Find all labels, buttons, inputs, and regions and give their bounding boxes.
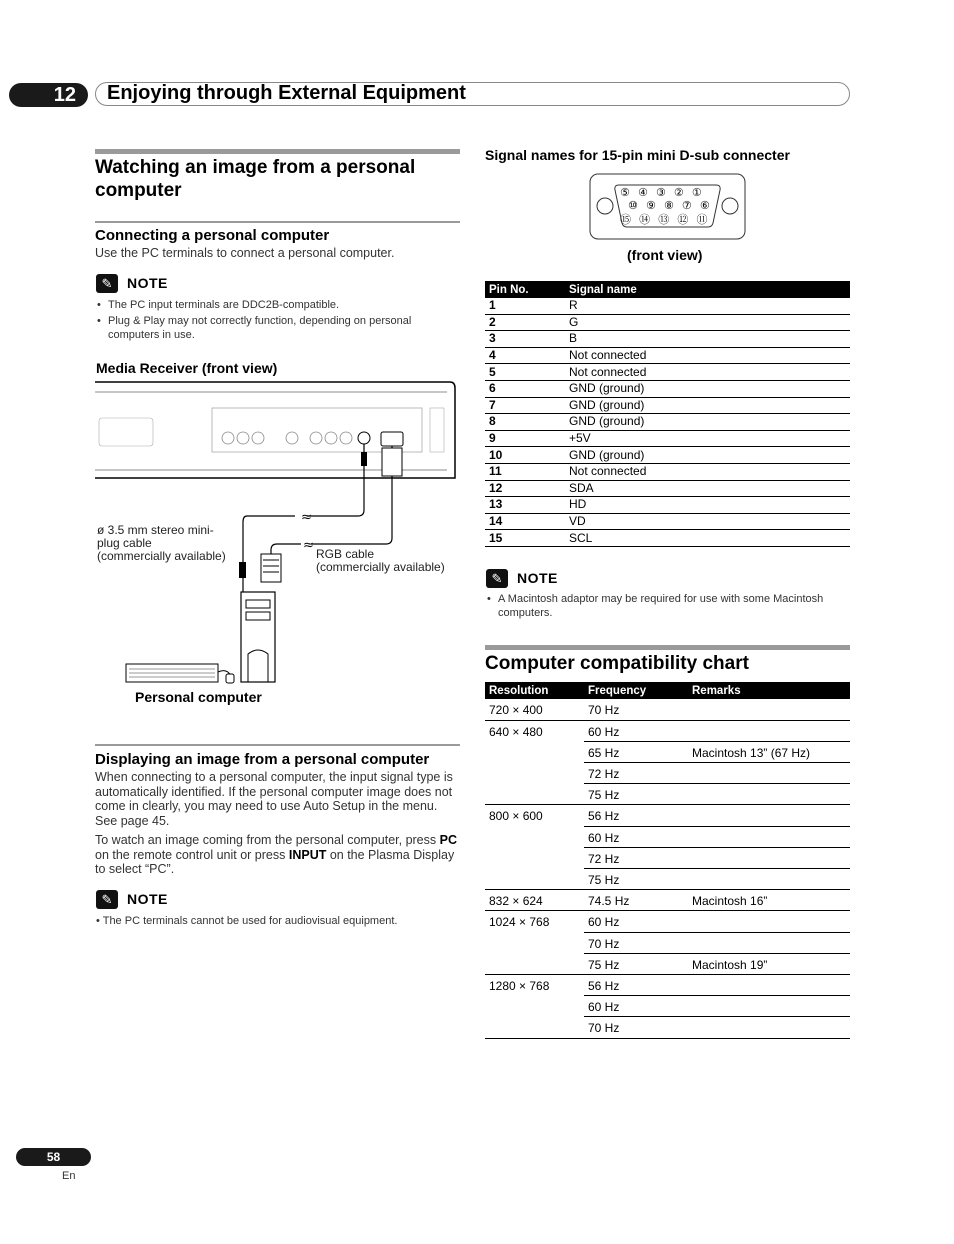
remarks-cell <box>688 932 850 953</box>
signal-name: Not connected <box>565 364 850 381</box>
pin-label: ⑫ <box>677 213 691 226</box>
section-bar <box>95 149 460 154</box>
table-row <box>485 314 850 331</box>
signal-name: SCL <box>565 530 850 547</box>
resolution-cell: 1024 × 768 <box>489 915 550 930</box>
table-row <box>485 953 850 974</box>
pin-number: 11 <box>485 463 565 480</box>
table-row <box>485 364 850 381</box>
pin-label: ⑤ <box>620 186 633 199</box>
compatibility-table <box>485 682 850 1039</box>
input-key: INPUT <box>288 847 327 862</box>
mini-plug-label-line: plug cable <box>97 536 152 550</box>
para-text: on the Plasma Display to select “PC”. <box>95 847 455 876</box>
resolution-cell: 720 × 400 <box>485 699 584 720</box>
signal-name: VD <box>565 513 850 530</box>
resolution-cell <box>485 953 584 974</box>
mini-plug-label-line: ø 3.5 mm stereo mini- <box>97 523 214 537</box>
table-row <box>485 974 850 995</box>
table-row <box>485 869 850 890</box>
table-row <box>485 890 850 911</box>
remarks-cell <box>688 763 850 784</box>
remarks-cell <box>688 805 850 826</box>
signal-name: SDA <box>565 480 850 497</box>
frequency-cell: 56 Hz <box>584 805 688 826</box>
pin-label: ⑨ <box>645 199 659 212</box>
note-item: • The PC input terminals are DDC2B-compatible. <box>96 298 446 312</box>
resolution-cell <box>485 1017 584 1038</box>
pin-number: 8 <box>485 414 565 431</box>
frequency-cell: 60 Hz <box>584 996 688 1017</box>
pin-label: ⑦ <box>681 199 695 212</box>
column-header: Resolution <box>485 682 584 699</box>
frequency-cell: 60 Hz <box>584 826 688 847</box>
signal-name: GND (ground) <box>565 447 850 464</box>
svg-text:≈: ≈ <box>303 538 314 553</box>
resolution-cell <box>485 932 584 953</box>
remarks-cell: Macintosh 13” (67 Hz) <box>688 741 850 762</box>
table-row <box>485 430 850 447</box>
signal-name: HD <box>565 497 850 514</box>
frequency-cell: 60 Hz <box>584 911 688 932</box>
table-row <box>485 699 850 720</box>
frequency-cell: 74.5 Hz <box>584 890 688 911</box>
note-item: • Plug & Play may not correctly function, depending on personal computers in use. <box>96 314 446 342</box>
column-header: Frequency <box>584 682 688 699</box>
resolution-cell <box>485 869 584 890</box>
remarks-cell <box>688 847 850 868</box>
rgb-cable-label <box>316 548 445 574</box>
pin-number: 12 <box>485 480 565 497</box>
remarks-cell <box>688 699 850 720</box>
frequency-cell: 72 Hz <box>584 763 688 784</box>
table-row <box>485 397 850 414</box>
signal-name: GND (ground) <box>565 414 850 431</box>
table-row <box>485 720 850 741</box>
remarks-cell <box>688 826 850 847</box>
para-text: on the remote control unit or press <box>95 847 289 862</box>
signal-name: B <box>565 331 850 348</box>
table-row <box>485 847 850 868</box>
resolution-cell <box>485 826 584 847</box>
column-header: Signal name <box>565 281 850 298</box>
signal-title: Signal names for 15-pin mini D-sub connecter <box>485 147 790 163</box>
pin-number: 1 <box>485 298 565 314</box>
frequency-cell: 65 Hz <box>584 741 688 762</box>
resolution-cell: 832 × 624 <box>485 890 584 911</box>
pin-number: 5 <box>485 364 565 381</box>
pc-label: Personal computer <box>135 689 262 705</box>
table-row <box>485 763 850 784</box>
pin-label: ⑩ <box>628 199 641 212</box>
table-row <box>485 1017 850 1038</box>
signal-name: Not connected <box>565 463 850 480</box>
note-pencil-icon: ✎ <box>486 569 508 588</box>
frequency-cell: 56 Hz <box>584 974 688 995</box>
column-header: Pin No. <box>485 281 565 298</box>
table-row <box>485 480 850 497</box>
note-label: NOTE <box>517 570 558 586</box>
subsection-rule <box>95 744 460 746</box>
displaying-para1: When connecting to a personal computer, the input signal type is automatically identified. If the personal computer image does not come in clearly, you may need to use Auto Setup in the menu. See page 45. <box>95 770 453 828</box>
frequency-cell: 70 Hz <box>584 1017 688 1038</box>
signal-name: GND (ground) <box>565 397 850 414</box>
note-item: • A Macintosh adaptor may be required for use with some Macintosh computers. <box>486 592 851 620</box>
frequency-cell: 70 Hz <box>584 699 688 720</box>
table-row <box>485 414 850 431</box>
frequency-cell: 60 Hz <box>584 720 688 741</box>
section-title: Watching an image from a personal computer <box>95 157 416 201</box>
pin-label: ⑧ <box>663 199 677 212</box>
table-row <box>485 784 850 805</box>
table-row <box>485 996 850 1017</box>
note-item: • The PC terminals cannot be used for audiovisual equipment. <box>96 915 398 927</box>
remarks-cell <box>688 869 850 890</box>
remarks-cell <box>688 784 850 805</box>
remarks-cell <box>688 1017 850 1038</box>
displaying-title: Displaying an image from a personal computer <box>95 751 430 768</box>
remarks-cell: Macintosh 19” <box>688 953 850 974</box>
signal-name: GND (ground) <box>565 380 850 397</box>
signal-name: R <box>565 298 850 314</box>
pin-number: 14 <box>485 513 565 530</box>
note-pencil-icon: ✎ <box>96 274 118 293</box>
pin-label: ④ <box>637 186 651 199</box>
table-row <box>485 826 850 847</box>
pin-number: 10 <box>485 447 565 464</box>
note-list <box>486 592 851 620</box>
pin-label: ⑪ <box>696 213 710 226</box>
resolution-cell: 1280 × 768 <box>489 978 550 993</box>
table-row <box>485 298 850 314</box>
pin-number: 7 <box>485 397 565 414</box>
resolution-cell: 800 × 600 <box>489 809 543 824</box>
pin-label: ⑮ <box>620 213 634 226</box>
resolution-cell <box>485 763 584 784</box>
connector-pin-row <box>620 211 710 227</box>
pc-key: PC <box>439 833 457 847</box>
pin-number: 6 <box>485 380 565 397</box>
table-row <box>485 805 850 826</box>
column-header: Remarks <box>688 682 850 699</box>
table-row <box>485 741 850 762</box>
pin-number: 9 <box>485 430 565 447</box>
table-row <box>485 347 850 364</box>
mini-plug-label-line: (commercially available) <box>97 549 226 563</box>
frequency-cell: 70 Hz <box>584 932 688 953</box>
pin-label: ③ <box>655 186 669 199</box>
note-pencil-icon: ✎ <box>96 890 118 909</box>
mini-plug-label <box>97 524 226 563</box>
table-header-row <box>485 682 850 699</box>
language-code: En <box>62 1170 76 1182</box>
resolution-cell <box>485 784 584 805</box>
pin-number: 3 <box>485 331 565 348</box>
note-label: NOTE <box>127 891 168 907</box>
table-row <box>485 380 850 397</box>
resolution-cell: 640 × 480 <box>489 724 543 739</box>
connecting-intro: Use the PC terminals to connect a personal computer. <box>95 246 395 260</box>
chapter-title: Enjoying through External Equipment <box>107 82 466 104</box>
resolution-cell <box>485 996 584 1017</box>
signal-name: G <box>565 314 850 331</box>
table-row <box>485 911 850 932</box>
note-label: NOTE <box>127 275 168 291</box>
pin-label: ① <box>691 186 705 199</box>
table-row <box>485 331 850 348</box>
table-header-row <box>485 281 850 298</box>
page-number: 58 <box>16 1148 91 1166</box>
pin-label: ⑥ <box>699 199 713 212</box>
subsection-rule <box>95 221 460 223</box>
pin-label: ② <box>673 186 687 199</box>
table-row <box>485 530 850 547</box>
table-row <box>485 463 850 480</box>
remarks-cell <box>688 720 850 741</box>
connector-pin-row <box>620 186 704 199</box>
frequency-cell: 75 Hz <box>584 784 688 805</box>
signal-name: +5V <box>565 430 850 447</box>
pin-signal-table <box>485 281 850 547</box>
frequency-cell: 75 Hz <box>584 953 688 974</box>
chapter-number: 12 <box>9 83 88 107</box>
note-list <box>96 298 446 342</box>
frequency-cell: 75 Hz <box>584 869 688 890</box>
connecting-title: Connecting a personal computer <box>95 227 330 244</box>
pin-number: 4 <box>485 347 565 364</box>
section-bar <box>485 645 850 650</box>
pin-number: 15 <box>485 530 565 547</box>
pin-label: ⑬ <box>658 213 672 226</box>
table-row <box>485 513 850 530</box>
diagram-title: Media Receiver (front view) <box>96 360 278 376</box>
resolution-cell <box>485 741 584 762</box>
svg-text:≈: ≈ <box>301 510 312 525</box>
pin-label: ⑭ <box>639 213 653 226</box>
frequency-cell: 72 Hz <box>584 847 688 868</box>
table-row <box>485 497 850 514</box>
displaying-para2 <box>95 833 463 877</box>
connector-caption: (front view) <box>627 247 703 263</box>
remarks-cell: Macintosh 16” <box>688 890 850 911</box>
compat-title: Computer compatibility chart <box>485 653 749 674</box>
rgb-cable-label-line: RGB cable <box>316 547 375 561</box>
table-row <box>485 932 850 953</box>
rgb-cable-label-line: (commercially available) <box>316 560 445 574</box>
table-row <box>485 447 850 464</box>
remarks-cell <box>688 911 850 932</box>
remarks-cell <box>688 996 850 1017</box>
para-text: To watch an image coming from the personal computer, press <box>95 833 440 847</box>
pin-number: 13 <box>485 497 565 514</box>
signal-name: Not connected <box>565 347 850 364</box>
resolution-cell <box>485 847 584 868</box>
remarks-cell <box>688 974 850 995</box>
note-item-text: The PC terminals cannot be used for audiovisual equipment. <box>102 915 398 927</box>
pin-number: 2 <box>485 314 565 331</box>
